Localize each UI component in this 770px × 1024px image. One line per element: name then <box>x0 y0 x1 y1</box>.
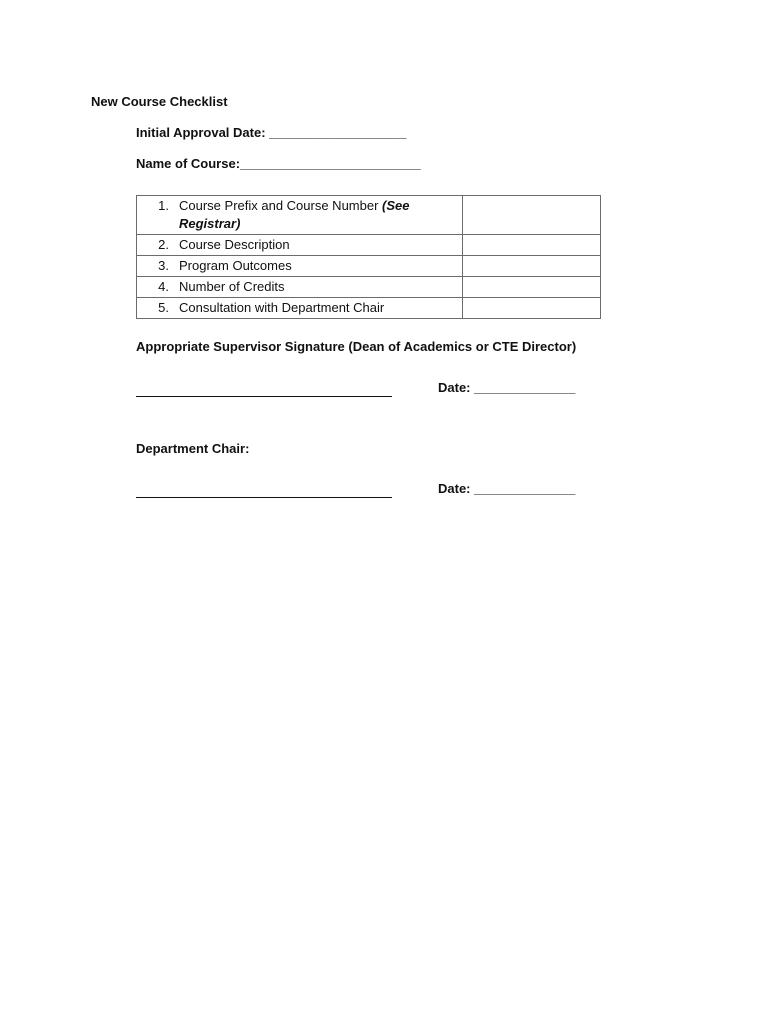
registrar-note: (See Registrar) <box>179 198 410 231</box>
item-number: 3. <box>158 258 169 273</box>
checklist-item-cell <box>137 277 463 298</box>
checklist-item-cell <box>137 196 463 235</box>
item-text <box>179 197 462 233</box>
checklist-item-cell <box>137 298 463 319</box>
table-row <box>137 256 601 277</box>
supervisor-signature-line[interactable] <box>136 396 392 397</box>
chair-signature-line[interactable] <box>136 497 392 498</box>
item-label: Consultation with Department Chair <box>179 300 385 315</box>
course-name-field: Name of Course:_________________________ <box>136 156 421 171</box>
department-chair-heading: Department Chair: <box>136 441 250 456</box>
checklist-item-cell <box>137 256 463 277</box>
table-row <box>137 196 601 235</box>
table-row <box>137 235 601 256</box>
item-label: Course Prefix and Course Number <box>179 198 383 213</box>
initial-approval-date-field: Initial Approval Date: ___________________ <box>136 125 407 140</box>
table-row <box>137 298 601 319</box>
item-label: Program Outcomes <box>179 258 292 273</box>
checklist-item-cell <box>137 235 463 256</box>
checklist-check-cell[interactable] <box>463 256 601 277</box>
checklist-table <box>136 195 601 319</box>
item-number: 5. <box>158 300 169 315</box>
checklist-check-cell[interactable] <box>463 298 601 319</box>
item-label: Course Description <box>179 237 290 252</box>
checklist-check-cell[interactable] <box>463 196 601 235</box>
document-title: New Course Checklist <box>91 94 228 109</box>
supervisor-date-field: Date: ______________ <box>438 380 576 395</box>
item-number: 1. <box>158 198 169 213</box>
item-number: 2. <box>158 237 169 252</box>
table-row <box>137 277 601 298</box>
supervisor-signature-heading: Appropriate Supervisor Signature (Dean of Academics or CTE Director) <box>136 339 577 354</box>
checklist-check-cell[interactable] <box>463 277 601 298</box>
chair-date-field: Date: ______________ <box>438 481 576 496</box>
item-label: Number of Credits <box>179 279 285 294</box>
item-number: 4. <box>158 279 169 294</box>
checklist-check-cell[interactable] <box>463 235 601 256</box>
